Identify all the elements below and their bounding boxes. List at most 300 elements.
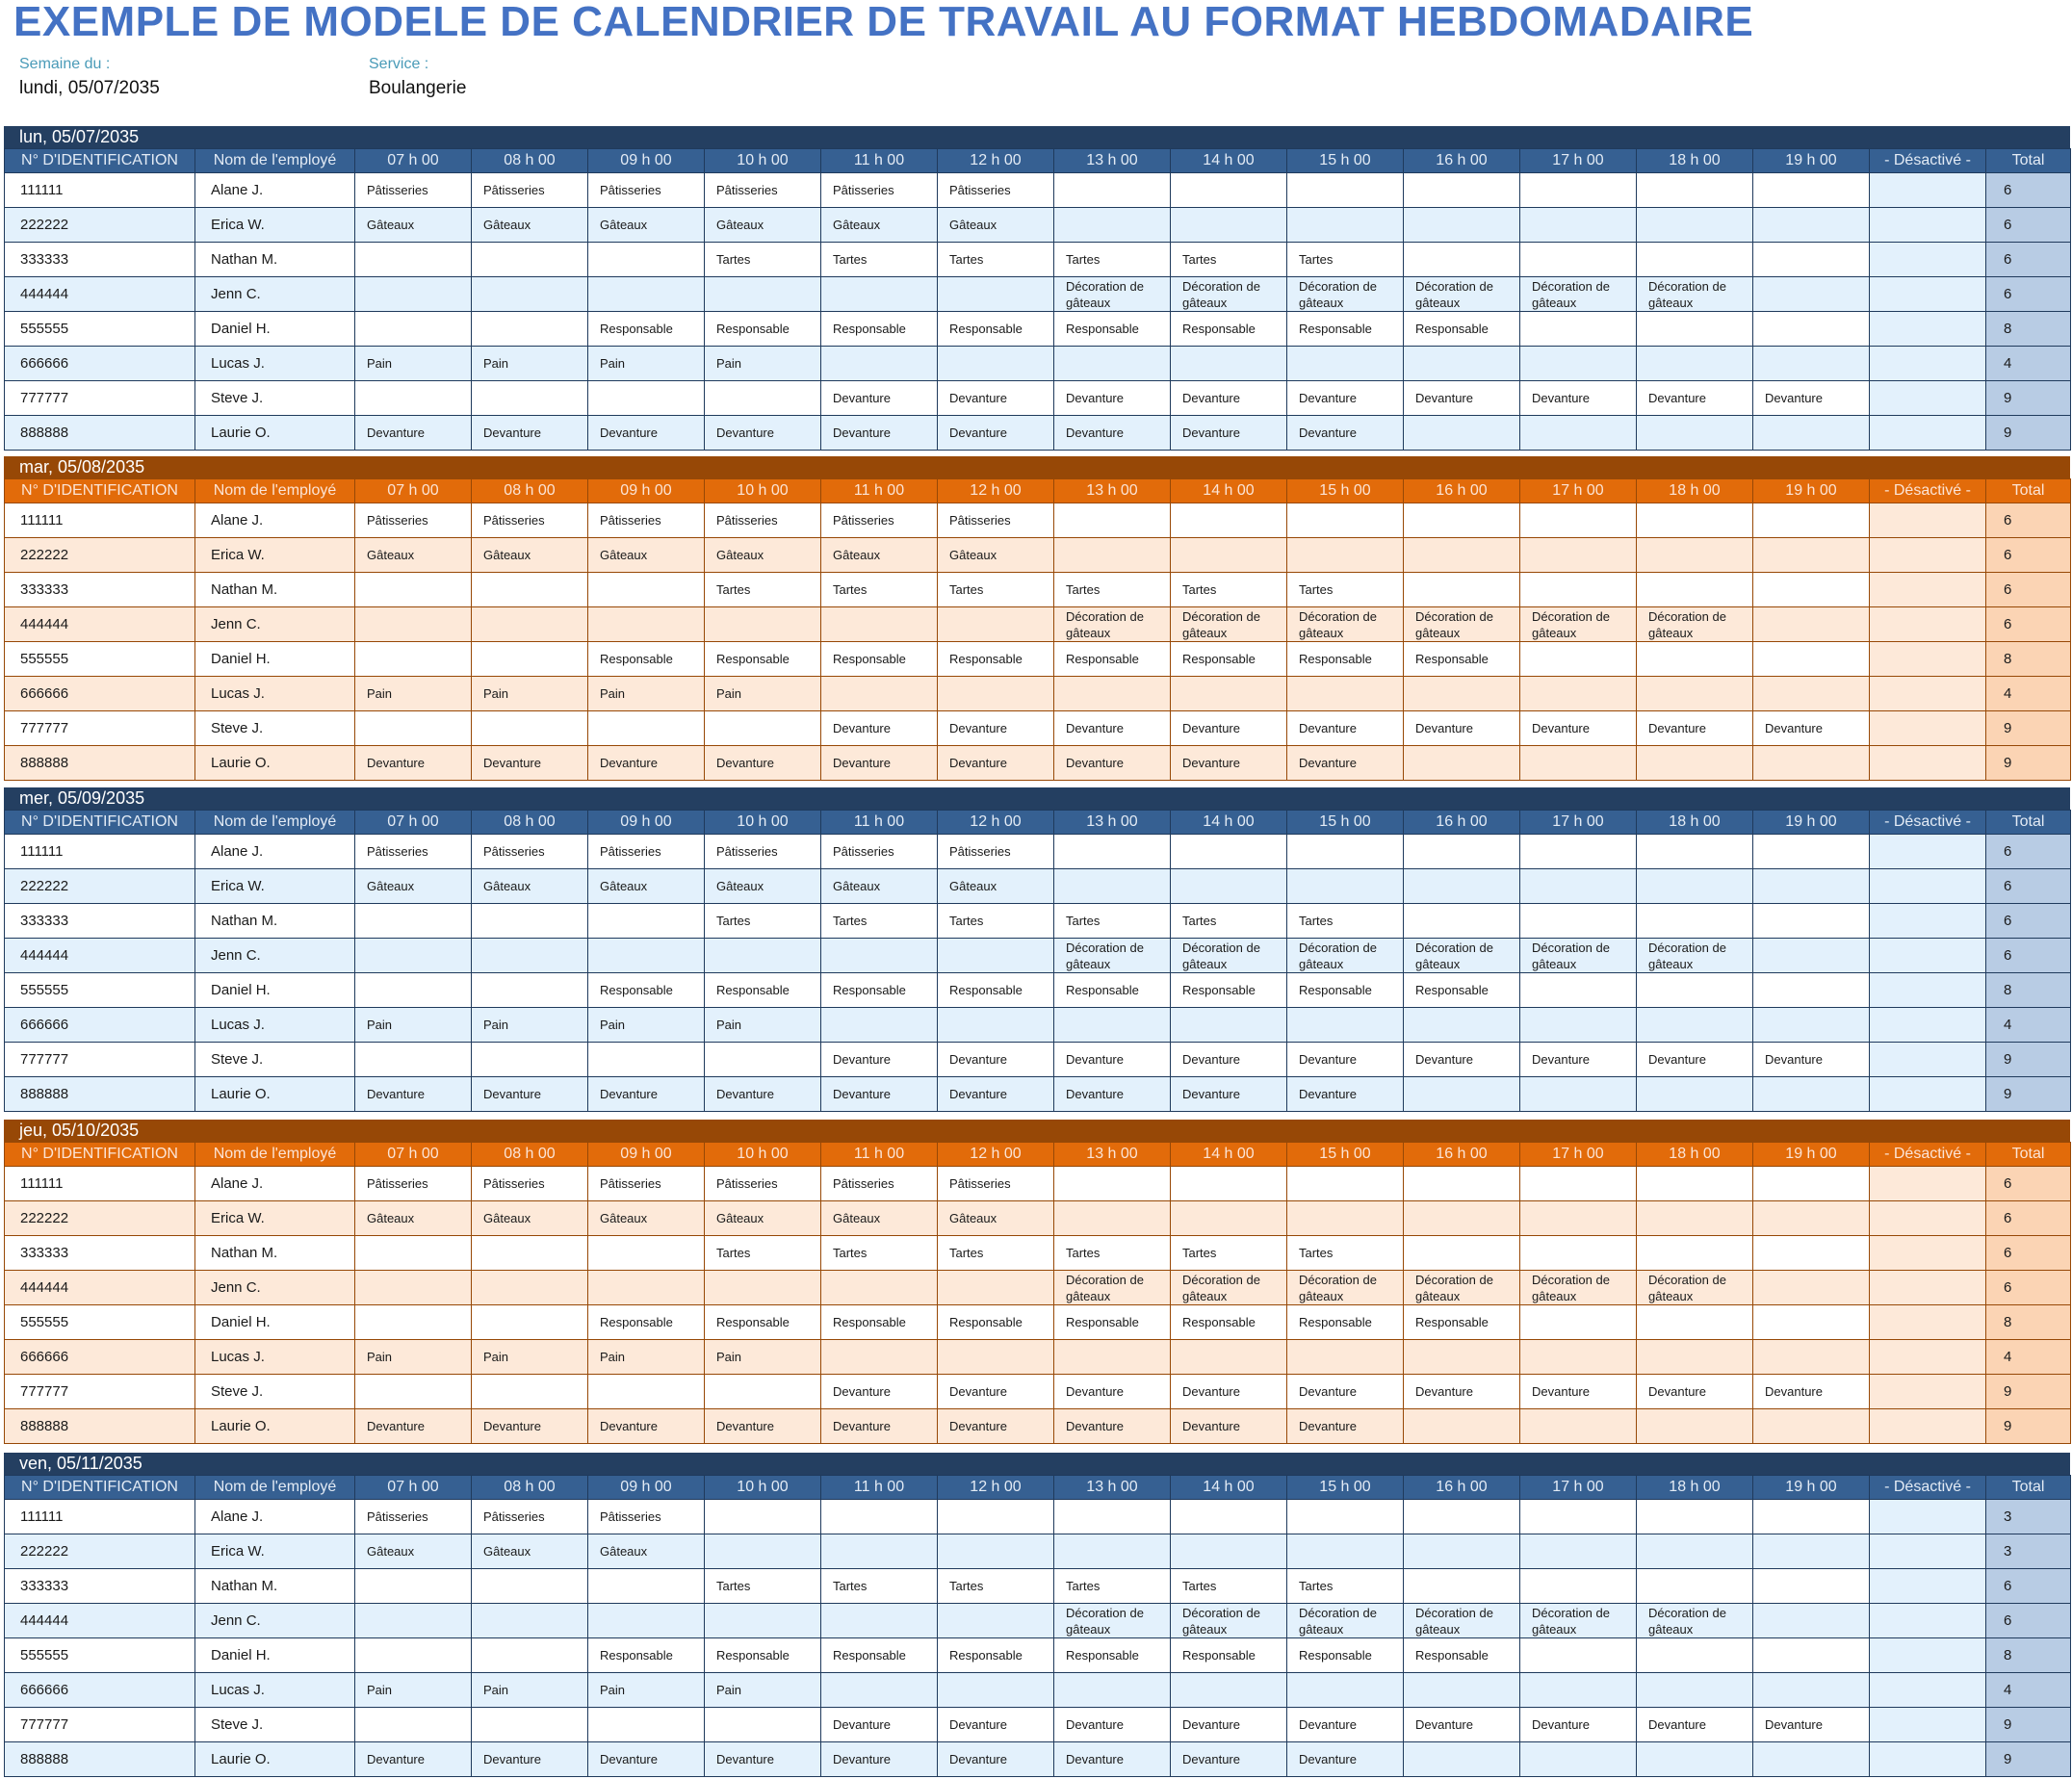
shift-cell-12-h-00[interactable]: [938, 1604, 1054, 1638]
shift-cell-14-h-00[interactable]: [1171, 869, 1287, 904]
shift-cell-17-h-00[interactable]: Décoration de gâteaux: [1520, 1271, 1637, 1305]
shift-cell-14-h-00[interactable]: [1171, 1340, 1287, 1375]
disabled-cell[interactable]: [1870, 243, 1986, 277]
shift-cell-14-h-00[interactable]: Tartes: [1171, 1569, 1287, 1604]
shift-cell-16-h-00[interactable]: [1404, 573, 1520, 607]
employee-id-cell[interactable]: 444444: [5, 277, 195, 312]
shift-cell-19-h-00[interactable]: [1753, 1340, 1870, 1375]
employee-id-cell[interactable]: 333333: [5, 904, 195, 939]
shift-cell-13-h-00[interactable]: Devanture: [1054, 711, 1171, 746]
shift-cell-09-h-00[interactable]: Devanture: [588, 1077, 705, 1112]
shift-cell-10-h-00[interactable]: [705, 1534, 821, 1569]
shift-cell-07-h-00[interactable]: Pain: [355, 677, 472, 711]
shift-cell-14-h-00[interactable]: Devanture: [1171, 1708, 1287, 1742]
employee-name-cell[interactable]: Lucas J.: [195, 1673, 355, 1708]
shift-cell-17-h-00[interactable]: [1520, 503, 1637, 538]
employee-id-cell[interactable]: 111111: [5, 503, 195, 538]
disabled-cell[interactable]: [1870, 1708, 1986, 1742]
shift-cell-08-h-00[interactable]: Devanture: [472, 746, 588, 781]
shift-cell-15-h-00[interactable]: [1287, 1500, 1404, 1534]
shift-cell-15-h-00[interactable]: Responsable: [1287, 973, 1404, 1008]
shift-cell-13-h-00[interactable]: Responsable: [1054, 1638, 1171, 1673]
shift-cell-09-h-00[interactable]: Responsable: [588, 1638, 705, 1673]
shift-cell-09-h-00[interactable]: [588, 1236, 705, 1271]
shift-cell-17-h-00[interactable]: [1520, 1077, 1637, 1112]
shift-cell-13-h-00[interactable]: Tartes: [1054, 573, 1171, 607]
shift-cell-17-h-00[interactable]: [1520, 1500, 1637, 1534]
shift-cell-11-h-00[interactable]: [821, 1500, 938, 1534]
shift-cell-16-h-00[interactable]: Décoration de gâteaux: [1404, 607, 1520, 642]
total-cell[interactable]: 6: [1986, 243, 2071, 277]
shift-cell-07-h-00[interactable]: [355, 642, 472, 677]
shift-cell-19-h-00[interactable]: [1753, 1742, 1870, 1777]
shift-cell-07-h-00[interactable]: [355, 1604, 472, 1638]
shift-cell-18-h-00[interactable]: [1637, 1534, 1753, 1569]
shift-cell-13-h-00[interactable]: Décoration de gâteaux: [1054, 1271, 1171, 1305]
shift-cell-17-h-00[interactable]: [1520, 1201, 1637, 1236]
shift-cell-13-h-00[interactable]: Devanture: [1054, 416, 1171, 451]
shift-cell-07-h-00[interactable]: Devanture: [355, 746, 472, 781]
shift-cell-11-h-00[interactable]: Gâteaux: [821, 1201, 938, 1236]
shift-cell-14-h-00[interactable]: Décoration de gâteaux: [1171, 277, 1287, 312]
shift-cell-07-h-00[interactable]: Pâtisseries: [355, 1500, 472, 1534]
employee-name-cell[interactable]: Jenn C.: [195, 1271, 355, 1305]
shift-cell-19-h-00[interactable]: Devanture: [1753, 1375, 1870, 1409]
disabled-cell[interactable]: [1870, 347, 1986, 381]
shift-cell-09-h-00[interactable]: Responsable: [588, 312, 705, 347]
shift-cell-08-h-00[interactable]: Pain: [472, 1673, 588, 1708]
shift-cell-10-h-00[interactable]: Responsable: [705, 1305, 821, 1340]
shift-cell-08-h-00[interactable]: [472, 1569, 588, 1604]
shift-cell-16-h-00[interactable]: Devanture: [1404, 1043, 1520, 1077]
employee-name-cell[interactable]: Erica W.: [195, 538, 355, 573]
total-cell[interactable]: 9: [1986, 381, 2071, 416]
disabled-cell[interactable]: [1870, 1742, 1986, 1777]
shift-cell-18-h-00[interactable]: Devanture: [1637, 1708, 1753, 1742]
employee-id-cell[interactable]: 222222: [5, 1201, 195, 1236]
shift-cell-11-h-00[interactable]: Responsable: [821, 1305, 938, 1340]
shift-cell-09-h-00[interactable]: [588, 939, 705, 973]
disabled-cell[interactable]: [1870, 312, 1986, 347]
shift-cell-14-h-00[interactable]: Responsable: [1171, 1638, 1287, 1673]
shift-cell-14-h-00[interactable]: Décoration de gâteaux: [1171, 939, 1287, 973]
shift-cell-17-h-00[interactable]: [1520, 1534, 1637, 1569]
shift-cell-16-h-00[interactable]: Responsable: [1404, 642, 1520, 677]
total-cell[interactable]: 6: [1986, 1569, 2071, 1604]
shift-cell-09-h-00[interactable]: Gâteaux: [588, 1201, 705, 1236]
shift-cell-18-h-00[interactable]: [1637, 208, 1753, 243]
shift-cell-07-h-00[interactable]: [355, 243, 472, 277]
shift-cell-11-h-00[interactable]: Devanture: [821, 1409, 938, 1444]
shift-cell-13-h-00[interactable]: [1054, 173, 1171, 208]
disabled-cell[interactable]: [1870, 1340, 1986, 1375]
shift-cell-07-h-00[interactable]: Pain: [355, 1673, 472, 1708]
shift-cell-13-h-00[interactable]: Décoration de gâteaux: [1054, 277, 1171, 312]
shift-cell-17-h-00[interactable]: Devanture: [1520, 1708, 1637, 1742]
shift-cell-18-h-00[interactable]: [1637, 538, 1753, 573]
employee-name-cell[interactable]: Nathan M.: [195, 573, 355, 607]
shift-cell-10-h-00[interactable]: [705, 939, 821, 973]
employee-id-cell[interactable]: 666666: [5, 1008, 195, 1043]
total-cell[interactable]: 4: [1986, 1673, 2071, 1708]
shift-cell-07-h-00[interactable]: Pain: [355, 347, 472, 381]
disabled-cell[interactable]: [1870, 869, 1986, 904]
employee-id-cell[interactable]: 333333: [5, 243, 195, 277]
shift-cell-19-h-00[interactable]: [1753, 243, 1870, 277]
shift-cell-10-h-00[interactable]: [705, 1043, 821, 1077]
shift-cell-12-h-00[interactable]: Responsable: [938, 312, 1054, 347]
shift-cell-15-h-00[interactable]: Tartes: [1287, 573, 1404, 607]
shift-cell-17-h-00[interactable]: Décoration de gâteaux: [1520, 939, 1637, 973]
shift-cell-17-h-00[interactable]: [1520, 1167, 1637, 1201]
disabled-cell[interactable]: [1870, 835, 1986, 869]
shift-cell-17-h-00[interactable]: [1520, 208, 1637, 243]
shift-cell-18-h-00[interactable]: [1637, 1201, 1753, 1236]
shift-cell-07-h-00[interactable]: Pâtisseries: [355, 835, 472, 869]
shift-cell-12-h-00[interactable]: Gâteaux: [938, 208, 1054, 243]
shift-cell-09-h-00[interactable]: [588, 1043, 705, 1077]
shift-cell-12-h-00[interactable]: Devanture: [938, 1375, 1054, 1409]
shift-cell-19-h-00[interactable]: [1753, 173, 1870, 208]
employee-id-cell[interactable]: 777777: [5, 1043, 195, 1077]
shift-cell-14-h-00[interactable]: Devanture: [1171, 1043, 1287, 1077]
shift-cell-07-h-00[interactable]: [355, 1638, 472, 1673]
shift-cell-08-h-00[interactable]: Pain: [472, 347, 588, 381]
shift-cell-19-h-00[interactable]: [1753, 208, 1870, 243]
shift-cell-19-h-00[interactable]: [1753, 1077, 1870, 1112]
shift-cell-14-h-00[interactable]: Responsable: [1171, 642, 1287, 677]
shift-cell-14-h-00[interactable]: [1171, 677, 1287, 711]
shift-cell-16-h-00[interactable]: [1404, 1236, 1520, 1271]
shift-cell-18-h-00[interactable]: [1637, 746, 1753, 781]
disabled-cell[interactable]: [1870, 1201, 1986, 1236]
shift-cell-15-h-00[interactable]: Devanture: [1287, 1742, 1404, 1777]
total-cell[interactable]: 3: [1986, 1534, 2071, 1569]
employee-id-cell[interactable]: 888888: [5, 1409, 195, 1444]
shift-cell-07-h-00[interactable]: Devanture: [355, 1742, 472, 1777]
shift-cell-17-h-00[interactable]: [1520, 1340, 1637, 1375]
total-cell[interactable]: 4: [1986, 677, 2071, 711]
shift-cell-12-h-00[interactable]: Responsable: [938, 642, 1054, 677]
employee-id-cell[interactable]: 111111: [5, 1500, 195, 1534]
shift-cell-11-h-00[interactable]: Devanture: [821, 1742, 938, 1777]
shift-cell-17-h-00[interactable]: [1520, 835, 1637, 869]
disabled-cell[interactable]: [1870, 939, 1986, 973]
disabled-cell[interactable]: [1870, 746, 1986, 781]
shift-cell-10-h-00[interactable]: Devanture: [705, 1409, 821, 1444]
shift-cell-12-h-00[interactable]: Devanture: [938, 1708, 1054, 1742]
shift-cell-11-h-00[interactable]: Devanture: [821, 1708, 938, 1742]
shift-cell-12-h-00[interactable]: Gâteaux: [938, 538, 1054, 573]
total-cell[interactable]: 3: [1986, 1500, 2071, 1534]
shift-cell-09-h-00[interactable]: Devanture: [588, 746, 705, 781]
shift-cell-13-h-00[interactable]: Responsable: [1054, 642, 1171, 677]
shift-cell-11-h-00[interactable]: [821, 939, 938, 973]
shift-cell-13-h-00[interactable]: [1054, 1340, 1171, 1375]
shift-cell-08-h-00[interactable]: Devanture: [472, 416, 588, 451]
shift-cell-15-h-00[interactable]: [1287, 1673, 1404, 1708]
shift-cell-09-h-00[interactable]: [588, 1375, 705, 1409]
disabled-cell[interactable]: [1870, 1271, 1986, 1305]
shift-cell-08-h-00[interactable]: Gâteaux: [472, 1534, 588, 1569]
shift-cell-12-h-00[interactable]: Gâteaux: [938, 1201, 1054, 1236]
employee-name-cell[interactable]: Nathan M.: [195, 1236, 355, 1271]
shift-cell-10-h-00[interactable]: Devanture: [705, 416, 821, 451]
disabled-cell[interactable]: [1870, 538, 1986, 573]
shift-cell-11-h-00[interactable]: [821, 1534, 938, 1569]
shift-cell-18-h-00[interactable]: [1637, 869, 1753, 904]
shift-cell-17-h-00[interactable]: [1520, 1236, 1637, 1271]
shift-cell-11-h-00[interactable]: Tartes: [821, 1236, 938, 1271]
shift-cell-18-h-00[interactable]: [1637, 973, 1753, 1008]
employee-id-cell[interactable]: 666666: [5, 347, 195, 381]
shift-cell-11-h-00[interactable]: [821, 277, 938, 312]
shift-cell-08-h-00[interactable]: [472, 1236, 588, 1271]
shift-cell-13-h-00[interactable]: Tartes: [1054, 243, 1171, 277]
total-cell[interactable]: 6: [1986, 1201, 2071, 1236]
shift-cell-08-h-00[interactable]: Pain: [472, 1340, 588, 1375]
shift-cell-11-h-00[interactable]: Pâtisseries: [821, 835, 938, 869]
employee-name-cell[interactable]: Alane J.: [195, 1500, 355, 1534]
shift-cell-13-h-00[interactable]: [1054, 1500, 1171, 1534]
disabled-cell[interactable]: [1870, 1375, 1986, 1409]
shift-cell-14-h-00[interactable]: [1171, 1534, 1287, 1569]
shift-cell-12-h-00[interactable]: [938, 607, 1054, 642]
shift-cell-11-h-00[interactable]: [821, 1340, 938, 1375]
shift-cell-17-h-00[interactable]: [1520, 573, 1637, 607]
disabled-cell[interactable]: [1870, 1305, 1986, 1340]
shift-cell-07-h-00[interactable]: Gâteaux: [355, 1201, 472, 1236]
shift-cell-11-h-00[interactable]: [821, 607, 938, 642]
total-cell[interactable]: 6: [1986, 835, 2071, 869]
shift-cell-19-h-00[interactable]: [1753, 677, 1870, 711]
shift-cell-07-h-00[interactable]: Devanture: [355, 1077, 472, 1112]
shift-cell-16-h-00[interactable]: Devanture: [1404, 1375, 1520, 1409]
shift-cell-12-h-00[interactable]: Tartes: [938, 1236, 1054, 1271]
shift-cell-10-h-00[interactable]: Gâteaux: [705, 208, 821, 243]
shift-cell-09-h-00[interactable]: [588, 381, 705, 416]
shift-cell-08-h-00[interactable]: Gâteaux: [472, 538, 588, 573]
shift-cell-10-h-00[interactable]: [705, 1375, 821, 1409]
shift-cell-07-h-00[interactable]: [355, 1708, 472, 1742]
shift-cell-17-h-00[interactable]: [1520, 642, 1637, 677]
disabled-cell[interactable]: [1870, 1604, 1986, 1638]
shift-cell-11-h-00[interactable]: Responsable: [821, 642, 938, 677]
shift-cell-08-h-00[interactable]: [472, 1638, 588, 1673]
shift-cell-07-h-00[interactable]: Devanture: [355, 1409, 472, 1444]
shift-cell-14-h-00[interactable]: Responsable: [1171, 1305, 1287, 1340]
shift-cell-17-h-00[interactable]: [1520, 1742, 1637, 1777]
shift-cell-19-h-00[interactable]: [1753, 642, 1870, 677]
shift-cell-12-h-00[interactable]: Devanture: [938, 711, 1054, 746]
shift-cell-17-h-00[interactable]: [1520, 1305, 1637, 1340]
shift-cell-16-h-00[interactable]: Décoration de gâteaux: [1404, 1604, 1520, 1638]
shift-cell-09-h-00[interactable]: Responsable: [588, 642, 705, 677]
shift-cell-10-h-00[interactable]: Tartes: [705, 243, 821, 277]
shift-cell-11-h-00[interactable]: Pâtisseries: [821, 503, 938, 538]
shift-cell-18-h-00[interactable]: [1637, 1500, 1753, 1534]
service-value[interactable]: Boulangerie: [369, 78, 467, 98]
shift-cell-10-h-00[interactable]: [705, 1708, 821, 1742]
disabled-cell[interactable]: [1870, 1638, 1986, 1673]
shift-cell-07-h-00[interactable]: [355, 1305, 472, 1340]
shift-cell-07-h-00[interactable]: [355, 711, 472, 746]
shift-cell-13-h-00[interactable]: Responsable: [1054, 312, 1171, 347]
shift-cell-19-h-00[interactable]: [1753, 312, 1870, 347]
total-cell[interactable]: 6: [1986, 904, 2071, 939]
shift-cell-10-h-00[interactable]: Gâteaux: [705, 538, 821, 573]
shift-cell-15-h-00[interactable]: [1287, 869, 1404, 904]
employee-name-cell[interactable]: Lucas J.: [195, 347, 355, 381]
employee-name-cell[interactable]: Alane J.: [195, 1167, 355, 1201]
shift-cell-16-h-00[interactable]: Responsable: [1404, 312, 1520, 347]
total-cell[interactable]: 8: [1986, 1305, 2071, 1340]
shift-cell-15-h-00[interactable]: Tartes: [1287, 1236, 1404, 1271]
employee-name-cell[interactable]: Laurie O.: [195, 1077, 355, 1112]
shift-cell-08-h-00[interactable]: [472, 973, 588, 1008]
shift-cell-14-h-00[interactable]: [1171, 503, 1287, 538]
shift-cell-17-h-00[interactable]: [1520, 1008, 1637, 1043]
shift-cell-08-h-00[interactable]: [472, 1043, 588, 1077]
shift-cell-17-h-00[interactable]: Décoration de gâteaux: [1520, 277, 1637, 312]
shift-cell-18-h-00[interactable]: [1637, 835, 1753, 869]
shift-cell-08-h-00[interactable]: [472, 243, 588, 277]
employee-name-cell[interactable]: Daniel H.: [195, 1638, 355, 1673]
shift-cell-12-h-00[interactable]: Devanture: [938, 1409, 1054, 1444]
shift-cell-09-h-00[interactable]: Gâteaux: [588, 869, 705, 904]
shift-cell-12-h-00[interactable]: Pâtisseries: [938, 1167, 1054, 1201]
shift-cell-16-h-00[interactable]: Décoration de gâteaux: [1404, 277, 1520, 312]
disabled-cell[interactable]: [1870, 1500, 1986, 1534]
shift-cell-18-h-00[interactable]: Décoration de gâteaux: [1637, 607, 1753, 642]
shift-cell-07-h-00[interactable]: Devanture: [355, 416, 472, 451]
shift-cell-15-h-00[interactable]: [1287, 1167, 1404, 1201]
shift-cell-17-h-00[interactable]: Devanture: [1520, 1375, 1637, 1409]
shift-cell-13-h-00[interactable]: [1054, 1673, 1171, 1708]
shift-cell-10-h-00[interactable]: [705, 711, 821, 746]
shift-cell-13-h-00[interactable]: Devanture: [1054, 1708, 1171, 1742]
shift-cell-10-h-00[interactable]: Pain: [705, 347, 821, 381]
shift-cell-18-h-00[interactable]: [1637, 1167, 1753, 1201]
shift-cell-15-h-00[interactable]: Décoration de gâteaux: [1287, 607, 1404, 642]
shift-cell-08-h-00[interactable]: Pâtisseries: [472, 835, 588, 869]
shift-cell-19-h-00[interactable]: [1753, 904, 1870, 939]
shift-cell-09-h-00[interactable]: [588, 1569, 705, 1604]
shift-cell-15-h-00[interactable]: [1287, 347, 1404, 381]
shift-cell-16-h-00[interactable]: [1404, 173, 1520, 208]
shift-cell-07-h-00[interactable]: [355, 904, 472, 939]
shift-cell-11-h-00[interactable]: Devanture: [821, 1043, 938, 1077]
shift-cell-08-h-00[interactable]: [472, 642, 588, 677]
shift-cell-16-h-00[interactable]: [1404, 1569, 1520, 1604]
shift-cell-13-h-00[interactable]: Décoration de gâteaux: [1054, 1604, 1171, 1638]
shift-cell-18-h-00[interactable]: [1637, 1008, 1753, 1043]
shift-cell-11-h-00[interactable]: Tartes: [821, 243, 938, 277]
shift-cell-13-h-00[interactable]: [1054, 835, 1171, 869]
shift-cell-19-h-00[interactable]: [1753, 573, 1870, 607]
shift-cell-18-h-00[interactable]: Devanture: [1637, 381, 1753, 416]
employee-name-cell[interactable]: Steve J.: [195, 381, 355, 416]
shift-cell-13-h-00[interactable]: Devanture: [1054, 746, 1171, 781]
shift-cell-16-h-00[interactable]: [1404, 208, 1520, 243]
shift-cell-19-h-00[interactable]: [1753, 1569, 1870, 1604]
shift-cell-18-h-00[interactable]: [1637, 1569, 1753, 1604]
shift-cell-10-h-00[interactable]: Pain: [705, 1008, 821, 1043]
employee-name-cell[interactable]: Daniel H.: [195, 312, 355, 347]
shift-cell-11-h-00[interactable]: Devanture: [821, 381, 938, 416]
shift-cell-12-h-00[interactable]: Tartes: [938, 1569, 1054, 1604]
employee-id-cell[interactable]: 333333: [5, 1569, 195, 1604]
shift-cell-11-h-00[interactable]: [821, 677, 938, 711]
shift-cell-08-h-00[interactable]: [472, 1708, 588, 1742]
shift-cell-17-h-00[interactable]: [1520, 538, 1637, 573]
disabled-cell[interactable]: [1870, 277, 1986, 312]
shift-cell-10-h-00[interactable]: Devanture: [705, 1742, 821, 1777]
shift-cell-12-h-00[interactable]: [938, 347, 1054, 381]
shift-cell-13-h-00[interactable]: [1054, 1201, 1171, 1236]
shift-cell-16-h-00[interactable]: [1404, 538, 1520, 573]
shift-cell-08-h-00[interactable]: [472, 312, 588, 347]
disabled-cell[interactable]: [1870, 904, 1986, 939]
employee-name-cell[interactable]: Erica W.: [195, 869, 355, 904]
shift-cell-12-h-00[interactable]: Tartes: [938, 573, 1054, 607]
shift-cell-15-h-00[interactable]: Devanture: [1287, 1043, 1404, 1077]
shift-cell-16-h-00[interactable]: [1404, 677, 1520, 711]
employee-id-cell[interactable]: 222222: [5, 208, 195, 243]
shift-cell-14-h-00[interactable]: Tartes: [1171, 243, 1287, 277]
employee-id-cell[interactable]: 777777: [5, 1708, 195, 1742]
shift-cell-14-h-00[interactable]: [1171, 538, 1287, 573]
shift-cell-11-h-00[interactable]: Tartes: [821, 904, 938, 939]
employee-id-cell[interactable]: 222222: [5, 869, 195, 904]
shift-cell-11-h-00[interactable]: Tartes: [821, 1569, 938, 1604]
shift-cell-18-h-00[interactable]: [1637, 503, 1753, 538]
shift-cell-13-h-00[interactable]: Tartes: [1054, 904, 1171, 939]
employee-name-cell[interactable]: Nathan M.: [195, 243, 355, 277]
shift-cell-13-h-00[interactable]: Décoration de gâteaux: [1054, 939, 1171, 973]
disabled-cell[interactable]: [1870, 1409, 1986, 1444]
shift-cell-15-h-00[interactable]: Tartes: [1287, 243, 1404, 277]
shift-cell-07-h-00[interactable]: [355, 573, 472, 607]
shift-cell-19-h-00[interactable]: [1753, 939, 1870, 973]
shift-cell-15-h-00[interactable]: Décoration de gâteaux: [1287, 939, 1404, 973]
shift-cell-18-h-00[interactable]: [1637, 573, 1753, 607]
shift-cell-10-h-00[interactable]: Responsable: [705, 973, 821, 1008]
shift-cell-19-h-00[interactable]: [1753, 1201, 1870, 1236]
shift-cell-17-h-00[interactable]: Décoration de gâteaux: [1520, 607, 1637, 642]
shift-cell-16-h-00[interactable]: [1404, 347, 1520, 381]
shift-cell-16-h-00[interactable]: Devanture: [1404, 1708, 1520, 1742]
employee-name-cell[interactable]: Laurie O.: [195, 416, 355, 451]
shift-cell-14-h-00[interactable]: [1171, 173, 1287, 208]
shift-cell-08-h-00[interactable]: Devanture: [472, 1742, 588, 1777]
shift-cell-16-h-00[interactable]: Responsable: [1404, 1305, 1520, 1340]
total-cell[interactable]: 9: [1986, 711, 2071, 746]
employee-name-cell[interactable]: Jenn C.: [195, 277, 355, 312]
shift-cell-18-h-00[interactable]: Devanture: [1637, 1043, 1753, 1077]
shift-cell-12-h-00[interactable]: Responsable: [938, 1638, 1054, 1673]
shift-cell-16-h-00[interactable]: [1404, 835, 1520, 869]
shift-cell-10-h-00[interactable]: Responsable: [705, 1638, 821, 1673]
shift-cell-11-h-00[interactable]: Responsable: [821, 973, 938, 1008]
disabled-cell[interactable]: [1870, 173, 1986, 208]
disabled-cell[interactable]: [1870, 973, 1986, 1008]
shift-cell-11-h-00[interactable]: [821, 1673, 938, 1708]
employee-id-cell[interactable]: 444444: [5, 607, 195, 642]
shift-cell-07-h-00[interactable]: [355, 939, 472, 973]
shift-cell-08-h-00[interactable]: [472, 607, 588, 642]
shift-cell-07-h-00[interactable]: Pain: [355, 1340, 472, 1375]
